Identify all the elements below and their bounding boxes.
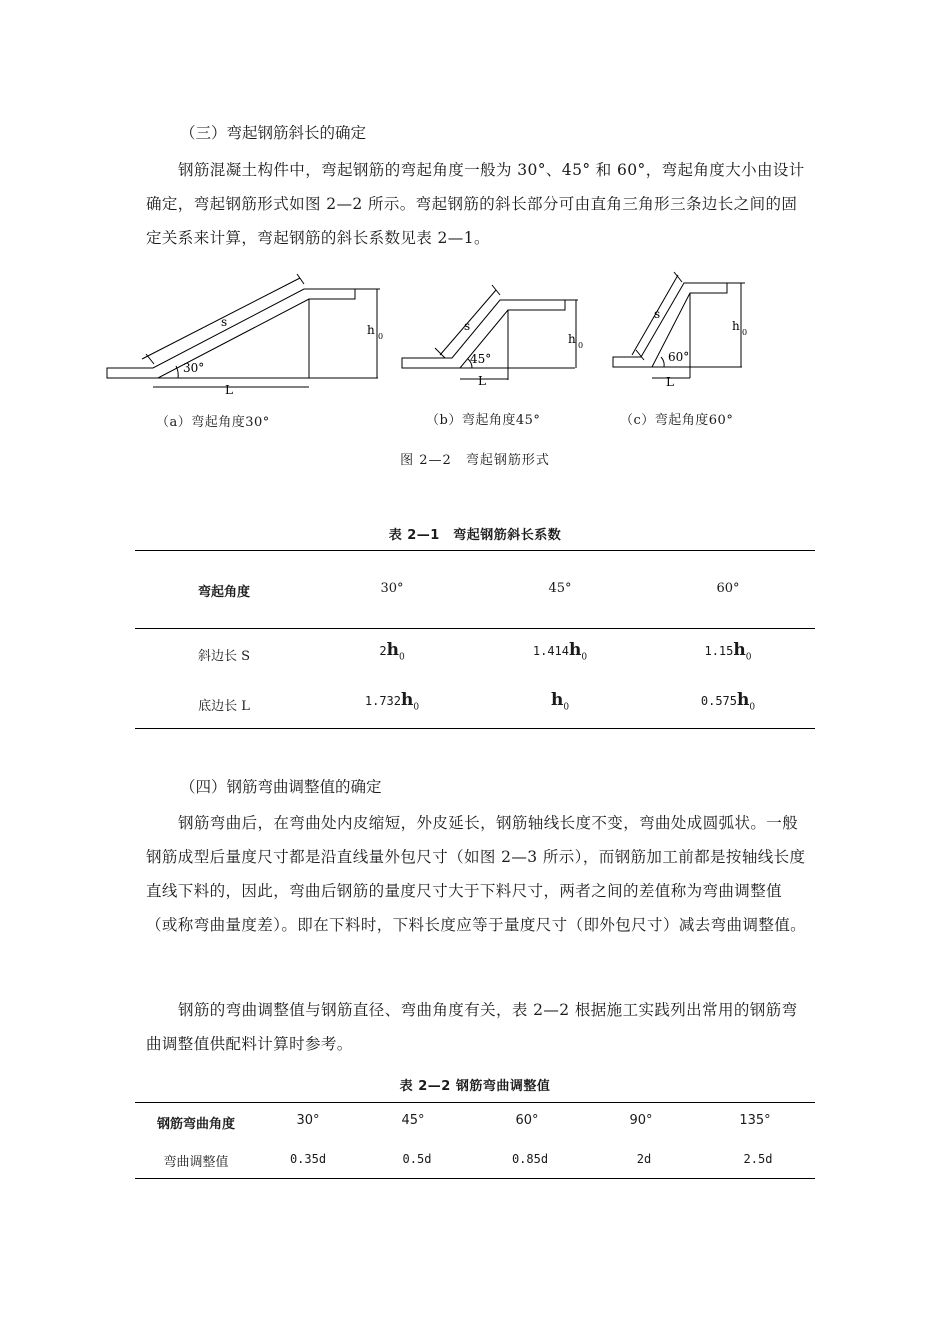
label-angle-60: 60° — [668, 350, 690, 364]
bent-bar-figure — [0, 270, 950, 400]
caption-b: （b）弯起角度45° — [426, 413, 541, 428]
caption-c: （c）弯起角度60° — [620, 413, 734, 428]
caption-a: （a）弯起角度30° — [156, 415, 270, 430]
table-2-value-30: 0.35d — [289, 1152, 327, 1166]
table-1-row-s-label: 斜边长 S — [197, 649, 251, 664]
label-L-a: L — [225, 383, 233, 397]
section-4-heading: （四）钢筋弯曲调整值的确定 — [180, 778, 382, 796]
table-2-value-45: 0.5d — [402, 1152, 432, 1166]
table-1-top-rule — [135, 550, 815, 551]
table-2-header-45: 45° — [401, 1113, 425, 1128]
label-L-c: L — [666, 375, 674, 389]
label-s-b: s — [464, 319, 471, 333]
bar-30-degree — [107, 274, 380, 387]
table-2-value-90: 2d — [636, 1152, 652, 1166]
label-h-sub-a: 0 — [378, 332, 384, 341]
table-1-row-s-45: $1.414h_0$ — [532, 640, 588, 663]
table-2-value-135: 2.5d — [743, 1152, 773, 1166]
table-1-title: 表 2—1 弯起钢筋斜长系数 — [388, 528, 562, 543]
label-h-sub-c: 0 — [742, 328, 748, 337]
label-L-b: L — [478, 374, 486, 388]
table-1-bottom-rule — [135, 728, 815, 729]
label-s-a: s — [221, 315, 228, 329]
label-h-c: h — [732, 319, 740, 333]
table-1-row-s-30: $2h_0$ — [379, 640, 405, 663]
table-1-row-l-30: $1.732h_0$ — [364, 690, 420, 713]
section-4-paragraph-2: 钢筋的弯曲调整值与钢筋直径、弯曲角度有关，表 2—2 根据施工实践列出常用的钢筋弯曲调整值供配料计算时参考。 — [146, 1001, 798, 1053]
table-1-row-l-label: 底边长 L — [198, 699, 250, 714]
label-angle-30: 30° — [183, 361, 205, 375]
label-angle-45: 45° — [470, 352, 492, 366]
table-2-bottom-rule — [135, 1178, 815, 1179]
table-2-header-60: 60° — [515, 1113, 539, 1128]
table-2-row-label: 弯曲调整值 — [163, 1155, 229, 1170]
label-s-c: s — [654, 307, 661, 321]
section-3-paragraph: 钢筋混凝土构件中，弯起钢筋的弯起角度一般为 30°、45° 和 60°，弯起角度大小由设计确定，弯起钢筋形式如图 2—2 所示。弯起钢筋的斜长部分可由直角三角形三条边长之间的固定关系来计算，弯起钢筋的斜长系数见表 2—1。 — [146, 161, 805, 247]
table-1-row-s-60: $1.15h_0$ — [704, 640, 752, 663]
label-h-b: h — [568, 332, 576, 346]
table-1-row-l-60: $0.575h_0$ — [700, 690, 756, 713]
table-1-header-rule — [135, 628, 815, 629]
section-3-heading: （三）弯起钢筋斜长的确定 — [180, 124, 367, 142]
table-2-value-60: 0.85d — [511, 1152, 549, 1166]
label-h-a: h — [367, 323, 375, 337]
label-h-sub-b: 0 — [578, 341, 584, 350]
table-2-header-30: 30° — [296, 1113, 320, 1128]
table-1-header-60: 60° — [716, 581, 740, 596]
figure-title: 图 2—2 弯起钢筋形式 — [400, 453, 550, 468]
table-1-header-angle: 弯起角度 — [197, 585, 250, 600]
table-1-header-30: 30° — [380, 581, 404, 596]
table-1-header-45: 45° — [548, 581, 572, 596]
section-4-paragraph-1: 钢筋弯曲后，在弯曲处内皮缩短，外皮延长，钢筋轴线长度不变，弯曲处成圆弧状。一般钢筋成型后量度尺寸都是沿直线量外包尺寸（如图 2—3 所示），而钢筋加工前都是按轴线长度直线下料的，因此，弯曲后钢筋的量度尺寸大于下料尺寸，两者之间的差值称为弯曲调整值（或称弯曲量度差）。即在下料时，下料长度应等于量度尺寸（即外包尺寸）减去弯曲调整值。 — [146, 814, 807, 934]
table-2-header-90: 90° — [629, 1113, 653, 1128]
table-1-row-l-45: $h_0$ — [550, 690, 570, 713]
table-2-top-rule — [135, 1102, 815, 1103]
table-2-header-135: 135° — [739, 1113, 771, 1128]
table-2-title: 表 2—2 钢筋弯曲调整值 — [399, 1079, 551, 1094]
table-2-header-angle: 钢筋弯曲角度 — [156, 1117, 235, 1132]
